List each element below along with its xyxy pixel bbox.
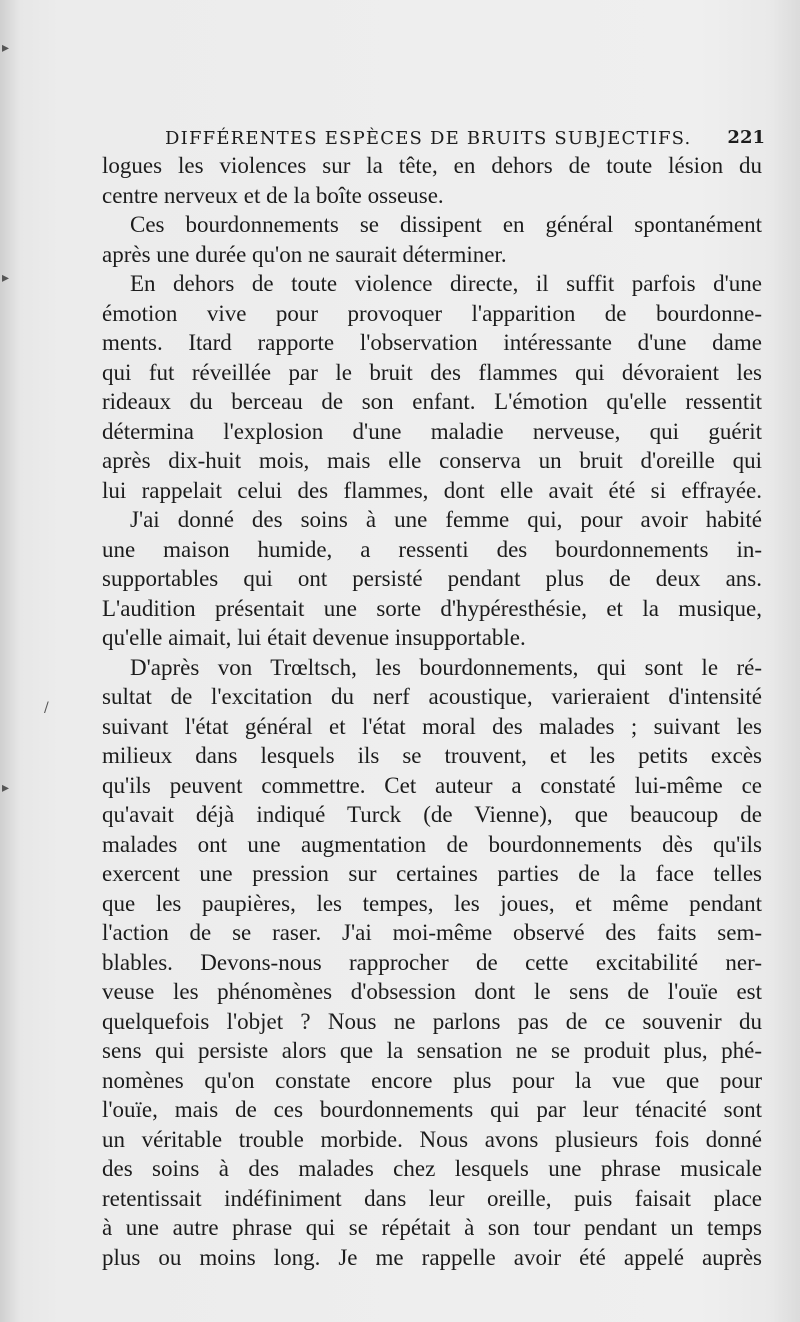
text-line: malades ont une augmentation de bourdonnements dès qu'ils [102,831,762,857]
text-line: que les paupières, les tempes, les joues, et même pendant [102,890,762,916]
text-line: J'ai donné des soins à une femme qui, pour avoir habité [130,507,762,532]
text-line: émotion vive pour provoquer l'apparition de bourdonne- [102,300,762,326]
page-header [165,122,765,152]
text-line: supportables qui ont persisté pendant plus de deux ans. [102,566,762,591]
text-line: détermina l'explosion d'une maladie nerveuse, qui guérit [102,418,762,444]
text-line: après une durée qu'on ne saurait déterminer. [102,241,507,267]
text-line: logues les violences sur la tête, en dehors de toute lésion du [102,153,762,178]
text-line: à une autre phrase qui se répétait à son tour pendant un temps [102,1215,762,1240]
text-line: l'ouïe, mais de ces bourdonnements qui par leur ténacité sont [102,1097,762,1122]
text-line: qui fut réveillée par le bruit des flammes qui dévoraient les [102,359,762,385]
text-line: un véritable trouble morbide. Nous avons plusieurs fois donné [102,1126,762,1152]
text-line: lui rappelait celui des flammes, dont elle avait été si effrayée. [102,477,762,503]
text-line: sens qui persiste alors que la sensation ne se produit plus, phé- [102,1038,762,1063]
page-number: 221 [727,127,765,148]
text-line: une maison humide, a ressenti des bourdonnements in- [102,536,762,562]
text-line: après dix-huit mois, mais elle conserva un bruit d'oreille qui [102,448,762,473]
text-line: veuse les phénomènes d'obsession dont le sens de l'ouïe est [102,979,762,1004]
body-text [102,151,762,1272]
margin-mark: ▸ [2,780,10,796]
text-line: qu'elle aimait, lui était devenue insupportable. [102,625,526,650]
margin-mark: ▸ [2,270,10,286]
text-line: retentissait indéfiniment dans leur oreille, puis faisait place [102,1185,762,1211]
running-title: DIFFÉRENTES ESPÈCES DE BRUITS SUBJECTIFS. [165,128,692,149]
text-line: blables. Devons-nous rapprocher de cette excitabilité ner- [102,949,762,975]
text-line: En dehors de toute violence directe, il suffit parfois d'une [130,271,762,296]
text-line: Ces bourdonnements se dissipent en général spontanément [130,212,762,237]
text-line: des soins à des malades chez lesquels une phrase musicale [102,1156,762,1181]
text-line: ments. Itard rapporte l'observation intéressante d'une dame [102,330,762,355]
margin-mark: ▸ [2,40,10,56]
text-line: D'après von Trœltsch, les bourdonnements, qui sont le ré- [130,654,762,680]
text-line: qu'ils peuvent commettre. Cet auteur a constaté lui-même ce [102,772,762,798]
text-line: L'audition présentait une sorte d'hypéresthésie, et la musique, [102,595,762,621]
margin-mark: / [44,700,49,716]
text-line: qu'avait déjà indiqué Turck (de Vienne), que beaucoup de [102,802,762,827]
text-line: exercent une pression sur certaines parties de la face telles [102,861,762,886]
text-line: sultat de l'excitation du nerf acoustique, varieraient d'intensité [102,684,762,709]
text-line: milieux dans lesquels ils se trouvent, et les petits excès [102,743,762,768]
text-line: nomènes qu'on constate encore plus pour la vue que pour [102,1067,762,1093]
text-line: l'action de se raser. J'ai moi-même observé des faits sem- [102,920,762,945]
text-line: quelquefois l'objet ? Nous ne parlons pas de ce souvenir du [102,1008,762,1034]
text-line: suivant l'état général et l'état moral des malades ; suivant les [102,713,762,739]
text-line: rideaux du berceau de son enfant. L'émotion qu'elle ressentit [102,389,762,414]
text-line: plus ou moins long. Je me rappelle avoir été appelé auprès [102,1244,762,1270]
text-line: centre nerveux et de la boîte osseuse. [102,182,444,208]
